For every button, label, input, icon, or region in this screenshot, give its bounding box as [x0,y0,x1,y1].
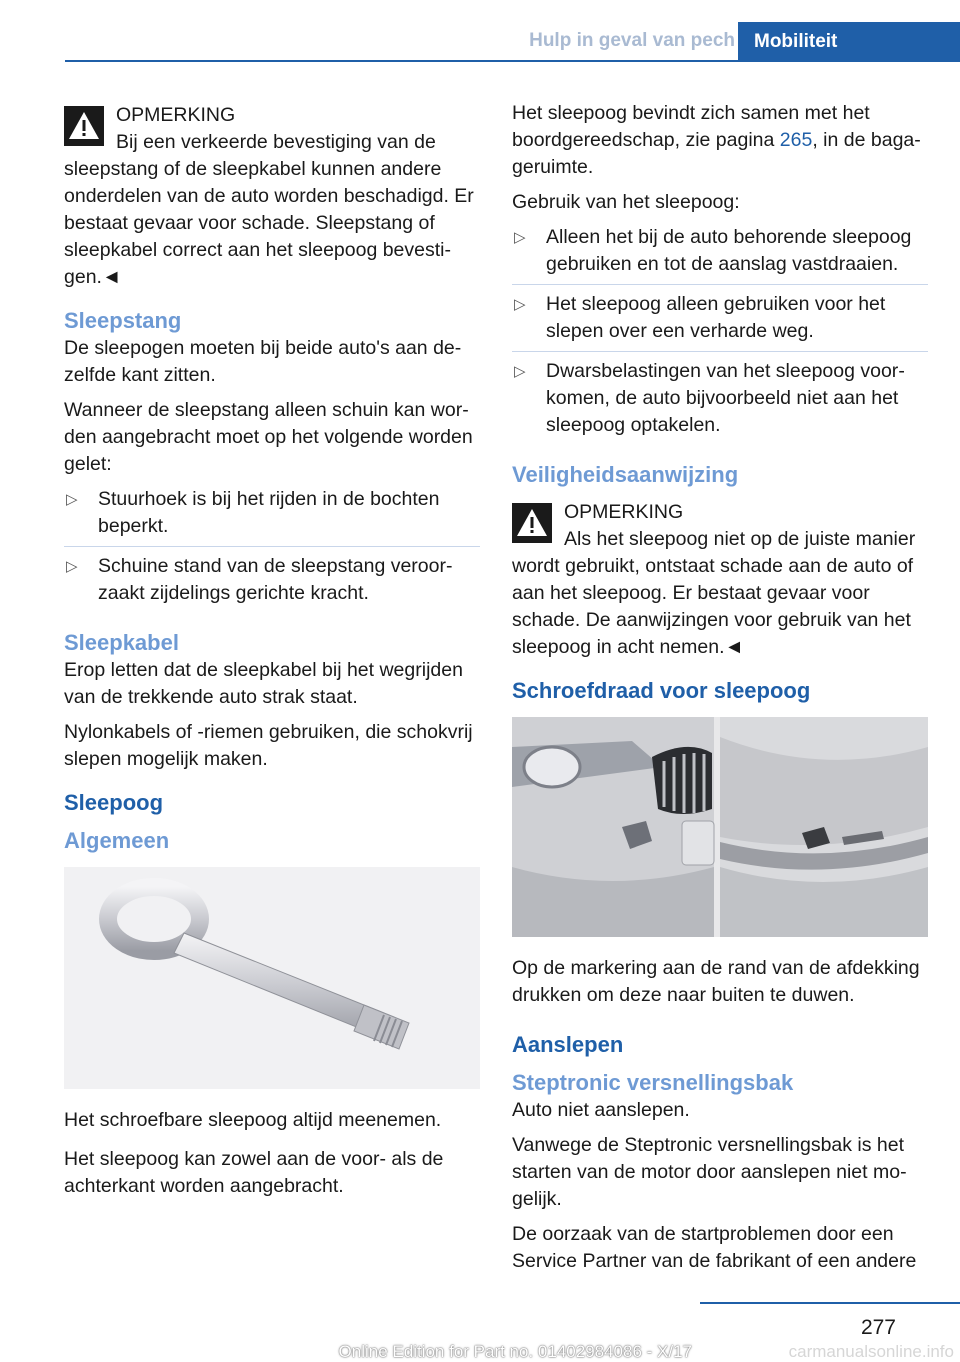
header-chapter-tab: Mobiliteit [738,22,960,62]
car-front-bumper-icon [512,717,928,937]
left-column [64,100,480,1208]
paragraph: De sleepogen moeten bij beide auto's aan dezelfde kant zitten. [64,337,462,386]
paragraph: Erop letten dat de sleepkabel bij het wegrijden van de trekkende auto strak staat. [64,659,463,708]
paragraph: Het schroefbare sleepoog altijd meenemen. [64,1109,442,1131]
paragraph: Nylonkabels of -riemen gebruiken, die schokvrij slepen mogelijk maken. [64,721,473,770]
warning-heading: OPMERKING [116,104,236,126]
heading-sleepkabel: Sleepkabel [64,630,179,655]
heading-schroefdraad: Schroefdraad voor sleepoog [512,678,811,703]
paragraph: De oorzaak van de startproblemen door een Service Partner van de fabrikant of een andere [512,1223,917,1272]
bumper-photo [512,717,928,937]
paragraph: Gebruik van het sleepoog: [512,191,740,213]
triangle-bullet-icon: ▷ [514,229,526,246]
heading-veiligheidsaanwijzing: Veiligheidsaanwijzing [512,462,739,487]
heading-aanslepen: Aanslepen [512,1032,624,1057]
header-section-title: Hulp in geval van pech [529,30,735,51]
heading-sleepstang: Sleepstang [64,308,182,333]
list-item: ▷ Alleen het bij de auto behorende sleepoog gebruiken en tot de aanslag vastdraaien. [512,224,928,285]
tow-eye-icon [64,867,480,1089]
list-item: ▷ Stuurhoek is bij het rijden in de bochten beperkt. [64,486,480,547]
watermark: carmanualsonline.info [788,1342,954,1361]
triangle-bullet-icon: ▷ [66,558,78,575]
paragraph: Auto niet aanslepen. [512,1099,690,1121]
warning-note [64,100,480,291]
heading-sleepoog: Sleepoog [64,790,164,815]
warning-note [512,497,928,661]
warning-heading: OPMERKING [564,501,684,523]
triangle-bullet-icon: ▷ [514,363,526,380]
heading-steptronic: Steptronic versnellingsbak [512,1070,794,1095]
list-item: ▷ Schuine stand van de sleepstang veroorzaakt zijdelings gerichte kracht. [66,555,453,604]
paragraph: Het sleepoog bevindt zich samen met het boordgereedschap, zie pagina 265, in de bagageruimte. [512,102,921,178]
warning-triangle-icon [512,503,552,543]
heading-algemeen: Algemeen [64,828,170,853]
header-rule [65,60,960,62]
page-link[interactable]: 265 [779,129,813,151]
page-header [0,0,960,62]
list-item: ▷ Dwarsbelastingen van het sleepoog voorkomen, de auto bijvoorbeeld niet aan het sleepoog optakelen. [514,360,905,436]
triangle-bullet-icon: ▷ [66,491,78,508]
paragraph: Wanneer de sleepstang alleen schuin kan worden aangebracht moet op het volgende worden gelet: [64,399,473,475]
warning-triangle-icon [64,106,104,146]
edition-note: Online Edition for Part no. 01402984086 - X/17 [338,1342,692,1361]
triangle-bullet-icon: ▷ [514,296,526,313]
footer-rule [700,1302,960,1304]
list-item: ▷ Het sleepoog alleen gebruiken voor het slepen over een verharde weg. [512,291,928,352]
warning-body: Als het sleepoog niet op de juiste manier wordt gebruikt, ontstaat schade aan de auto of aan het sleepoog. Er bestaat gevaar voor schade. De aanwijzingen voor gebruik van het sleepoog in acht nemen.◄ [512,528,916,658]
paragraph: Op de markering aan de rand van de afdekking drukken om deze naar buiten te duwen. [512,957,920,1006]
bullet-list [512,224,928,445]
warning-body: Bij een verkeerde bevestiging van de sleepstang of de sleepkabel kunnen andere onderdelen van de auto worden beschadigd. Er bestaat gevaar voor schade. Sleepstang of sleepkabel correct aan het sleepoog bevestigen.◄ [64,131,474,288]
right-column [512,100,928,1283]
tow-eye-illustration [64,867,480,1089]
paragraph: Het sleepoog kan zowel aan de voor- als de achterkant worden aangebracht. [64,1148,444,1197]
paragraph: Vanwege de Steptronic versnellingsbak is het starten van de motor door aanslepen niet mogelijk. [512,1134,907,1210]
bullet-list [64,486,480,613]
page-number: 277 [860,1316,896,1339]
